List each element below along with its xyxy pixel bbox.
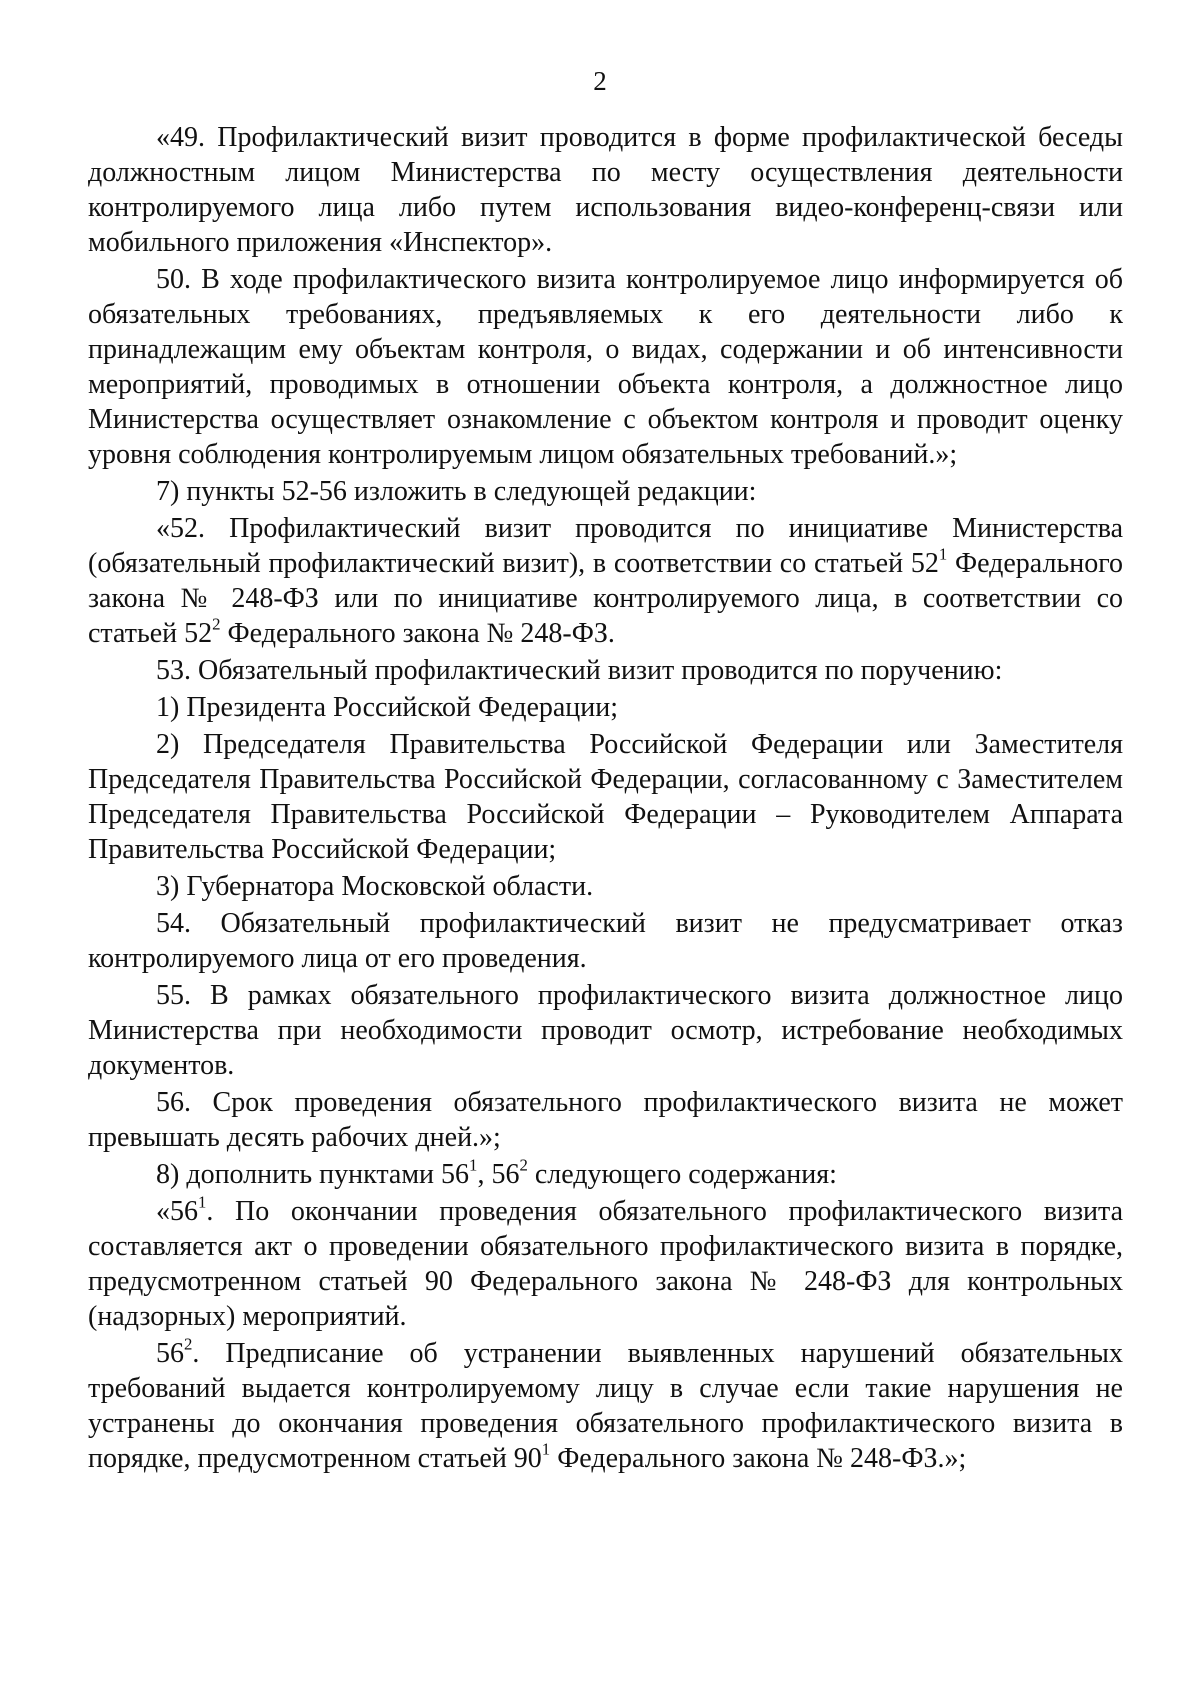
- paragraph-56-2: $56^2$. Предписание об устранении выявленных нарушений обязательных требований выдается контролируемому лицу в случае если такие нарушения не устранены до окончания проведения обязательного профилактического визита в порядке, предусмотренном статьей $90^1$ Федерального закона № 248-ФЗ.»;: [88, 1334, 1123, 1474]
- paragraph-53-item-1: 1) Президента Российской Федерации;: [156, 692, 619, 723]
- paragraph-56-1: «$56^1$. По окончании проведения обязательного профилактического визита составляется акт о проведении обязательного профилактического визита в порядке, предусмотренном статьей 90 Федерального закона № 248-ФЗ для контрольных (надзорных) мероприятий.: [88, 1192, 1123, 1332]
- paragraph-49: «49. Профилактический визит проводится в форме профилактической беседы должностным лицом Министерства по месту осуществления деятельности контролируемого лица либо путем использования видео-конференц-связи или мобильного приложения «Инспектор».: [88, 122, 1123, 258]
- paragraph-52: «52. Профилактический визит проводится по инициативе Министерства (обязательный профилактический визит), в соответствии со статьей $52^1$ Федерального закона № 248-ФЗ или по инициативе контролируемого лица, в соответствии со статьей $52^2$ Федерального закона № 248-ФЗ.: [88, 513, 1123, 649]
- paragraph-54: 54. Обязательный профилактический визит не предусматривает отказ контролируемого лица от его проведения.: [88, 908, 1123, 974]
- amendment-item-7: 7) пункты 52-56 изложить в следующей редакции:: [156, 476, 757, 507]
- paragraph-56: 56. Срок проведения обязательного профилактического визита не может превышать десять рабочих дней.»;: [88, 1087, 1123, 1153]
- paragraph-53-item-2: 2) Председателя Правительства Российской Федерации или Заместителя Председателя Правительства Российской Федерации, согласованному с Заместителем Председателя Правительства Российской Федерации – Руководителем Аппарата Правительства Российской Федерации;: [88, 729, 1123, 865]
- paragraph-50: 50. В ходе профилактического визита контролируемое лицо информируется об обязательных требованиях, предъявляемых к его деятельности либо к принадлежащим ему объектам контроля, о видах, содержании и об интенсивности мероприятий, проводимых в отношении объекта контроля, а должностное лицо Министерства осуществляет ознакомление с объектом контроля и проводит оценку уровня соблюдения контролируемым лицом обязательных требований.»;: [88, 264, 1123, 470]
- amendment-item-8: 8) дополнить пунктами $56^1$, $56^2$ следующего содержания:: [156, 1155, 837, 1190]
- page-number: 2: [593, 66, 607, 96]
- paragraph-53-item-3: 3) Губернатора Московской области.: [156, 871, 594, 902]
- paragraph-55: 55. В рамках обязательного профилактического визита должностное лицо Министерства при необходимости проводит осмотр, истребование необходимых документов.: [88, 980, 1123, 1081]
- document-body: [88, 118, 1123, 1476]
- paragraph-53: 53. Обязательный профилактический визит проводится по поручению:: [156, 655, 1003, 686]
